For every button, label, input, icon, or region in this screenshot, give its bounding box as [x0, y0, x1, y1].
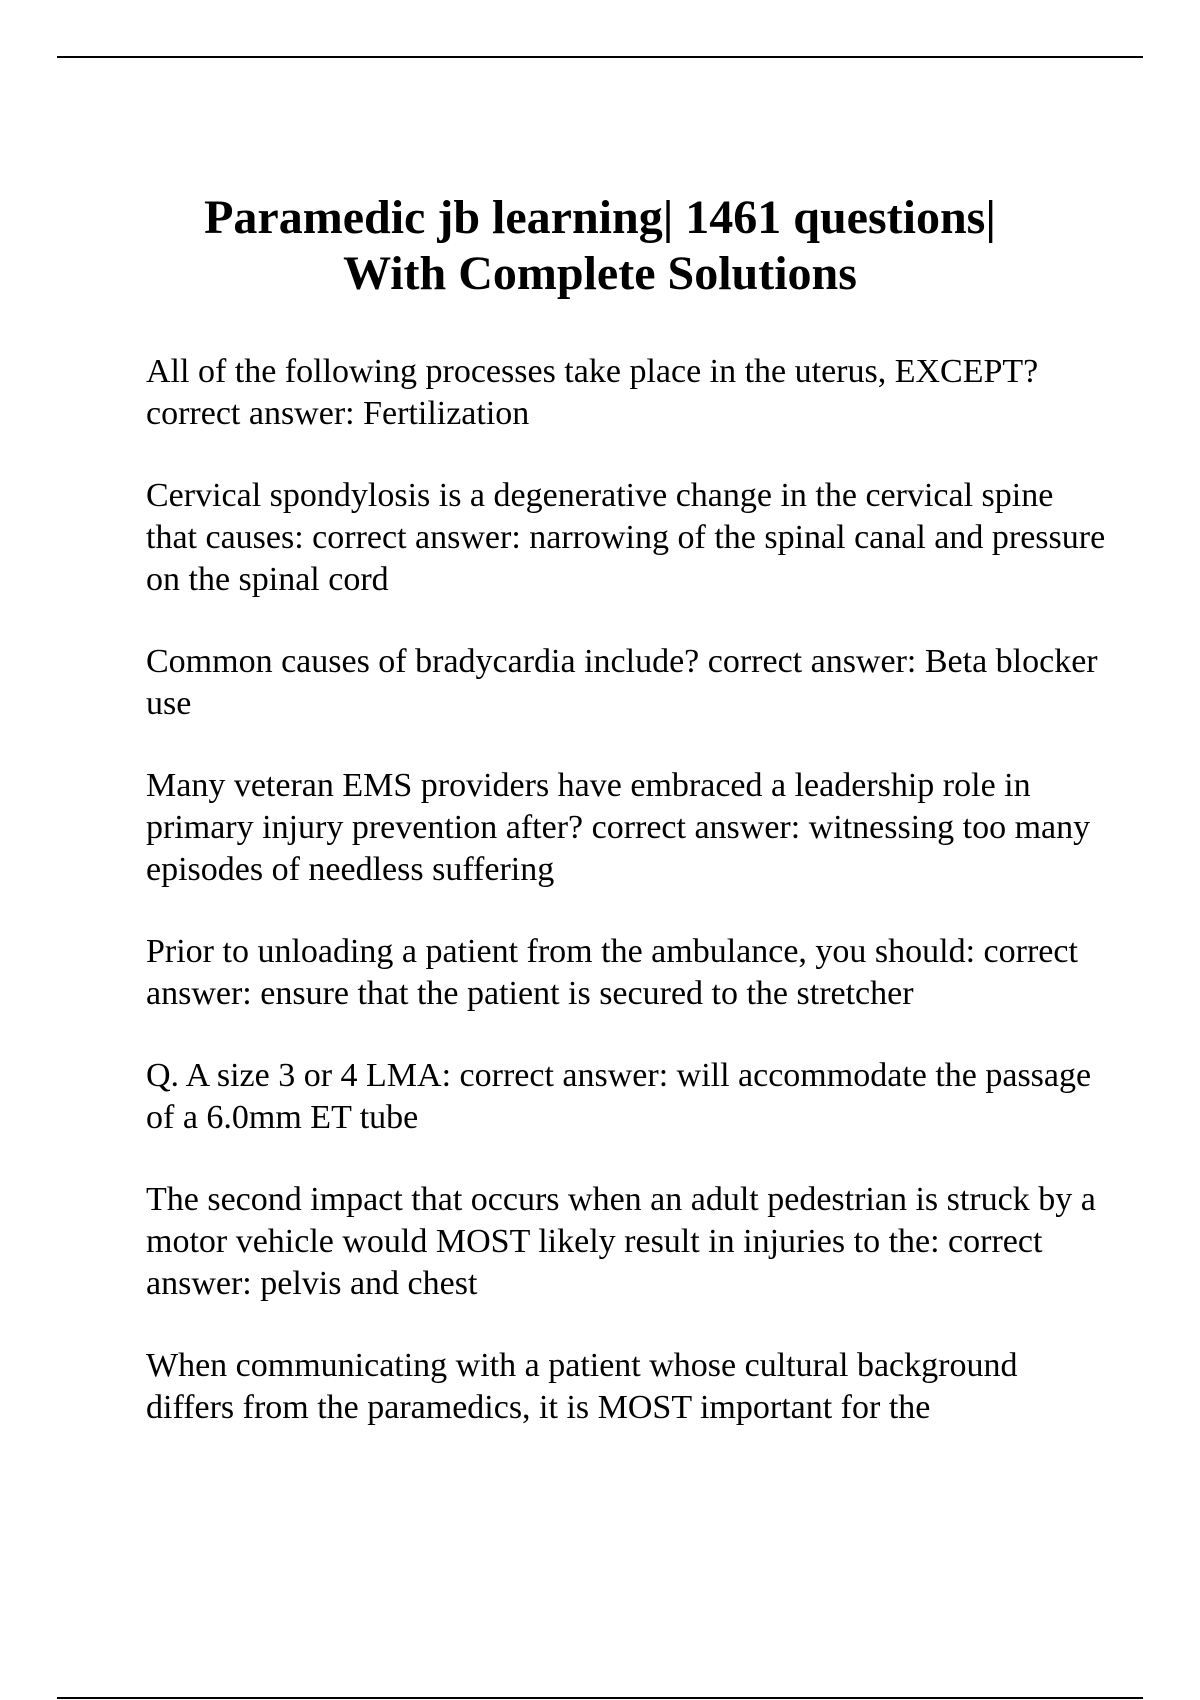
question-text: Common causes of bradycardia include? correct answer: [146, 643, 917, 680]
qa-entry-7 [146, 1179, 1106, 1305]
question-text: Q. A size 3 or 4 LMA: correct answer: [146, 1057, 669, 1094]
answer-text: Fertilization [363, 395, 530, 432]
question-text: The second impact that occurs when an adult pedestrian is struck by a motor vehicle would MOST likely result in injuries to the: correct answer: [146, 1181, 1096, 1302]
question-text: All of the following processes take place in the uterus, EXCEPT? correct answer: [146, 353, 1039, 432]
bottom-rule [57, 1697, 1143, 1699]
question-text: Cervical spondylosis is a degenerative change in the cervical spine that causes: correct answer: [146, 477, 1054, 556]
answer-text: witnessing too many episodes of needless suffering [146, 809, 1091, 888]
qa-list [146, 351, 1106, 1469]
title-line-2: With Complete Solutions [343, 247, 857, 300]
answer-text: Beta blocker use [146, 643, 1098, 722]
document-title [100, 190, 1100, 302]
qa-entry-5 [146, 931, 1106, 1015]
qa-entry-6 [146, 1055, 1106, 1139]
answer-text: ensure that the patient is secured to the stretcher [260, 975, 914, 1012]
answer-text: will accommodate the passage of a 6.0mm ET tube [146, 1057, 1092, 1136]
qa-entry-2 [146, 475, 1106, 601]
title-line-1: Paramedic jb learning| 1461 questions| [204, 191, 996, 244]
qa-entry-3 [146, 641, 1106, 725]
question-text: Many veteran EMS providers have embraced a leadership role in primary injury prevention after? correct answer: [146, 767, 1031, 846]
question-text: Prior to unloading a patient from the ambulance, you should: correct answer: [146, 933, 1078, 1012]
question-text: When communicating with a patient whose cultural background differs from the paramedics, it is MOST important for the [146, 1347, 1018, 1426]
answer-text: narrowing of the spinal canal and pressure on the spinal cord [146, 519, 1106, 598]
qa-entry-8 [146, 1345, 1106, 1429]
qa-entry-4 [146, 765, 1106, 891]
top-rule [57, 56, 1143, 58]
answer-text: pelvis and chest [260, 1265, 478, 1302]
qa-entry-1 [146, 351, 1106, 435]
